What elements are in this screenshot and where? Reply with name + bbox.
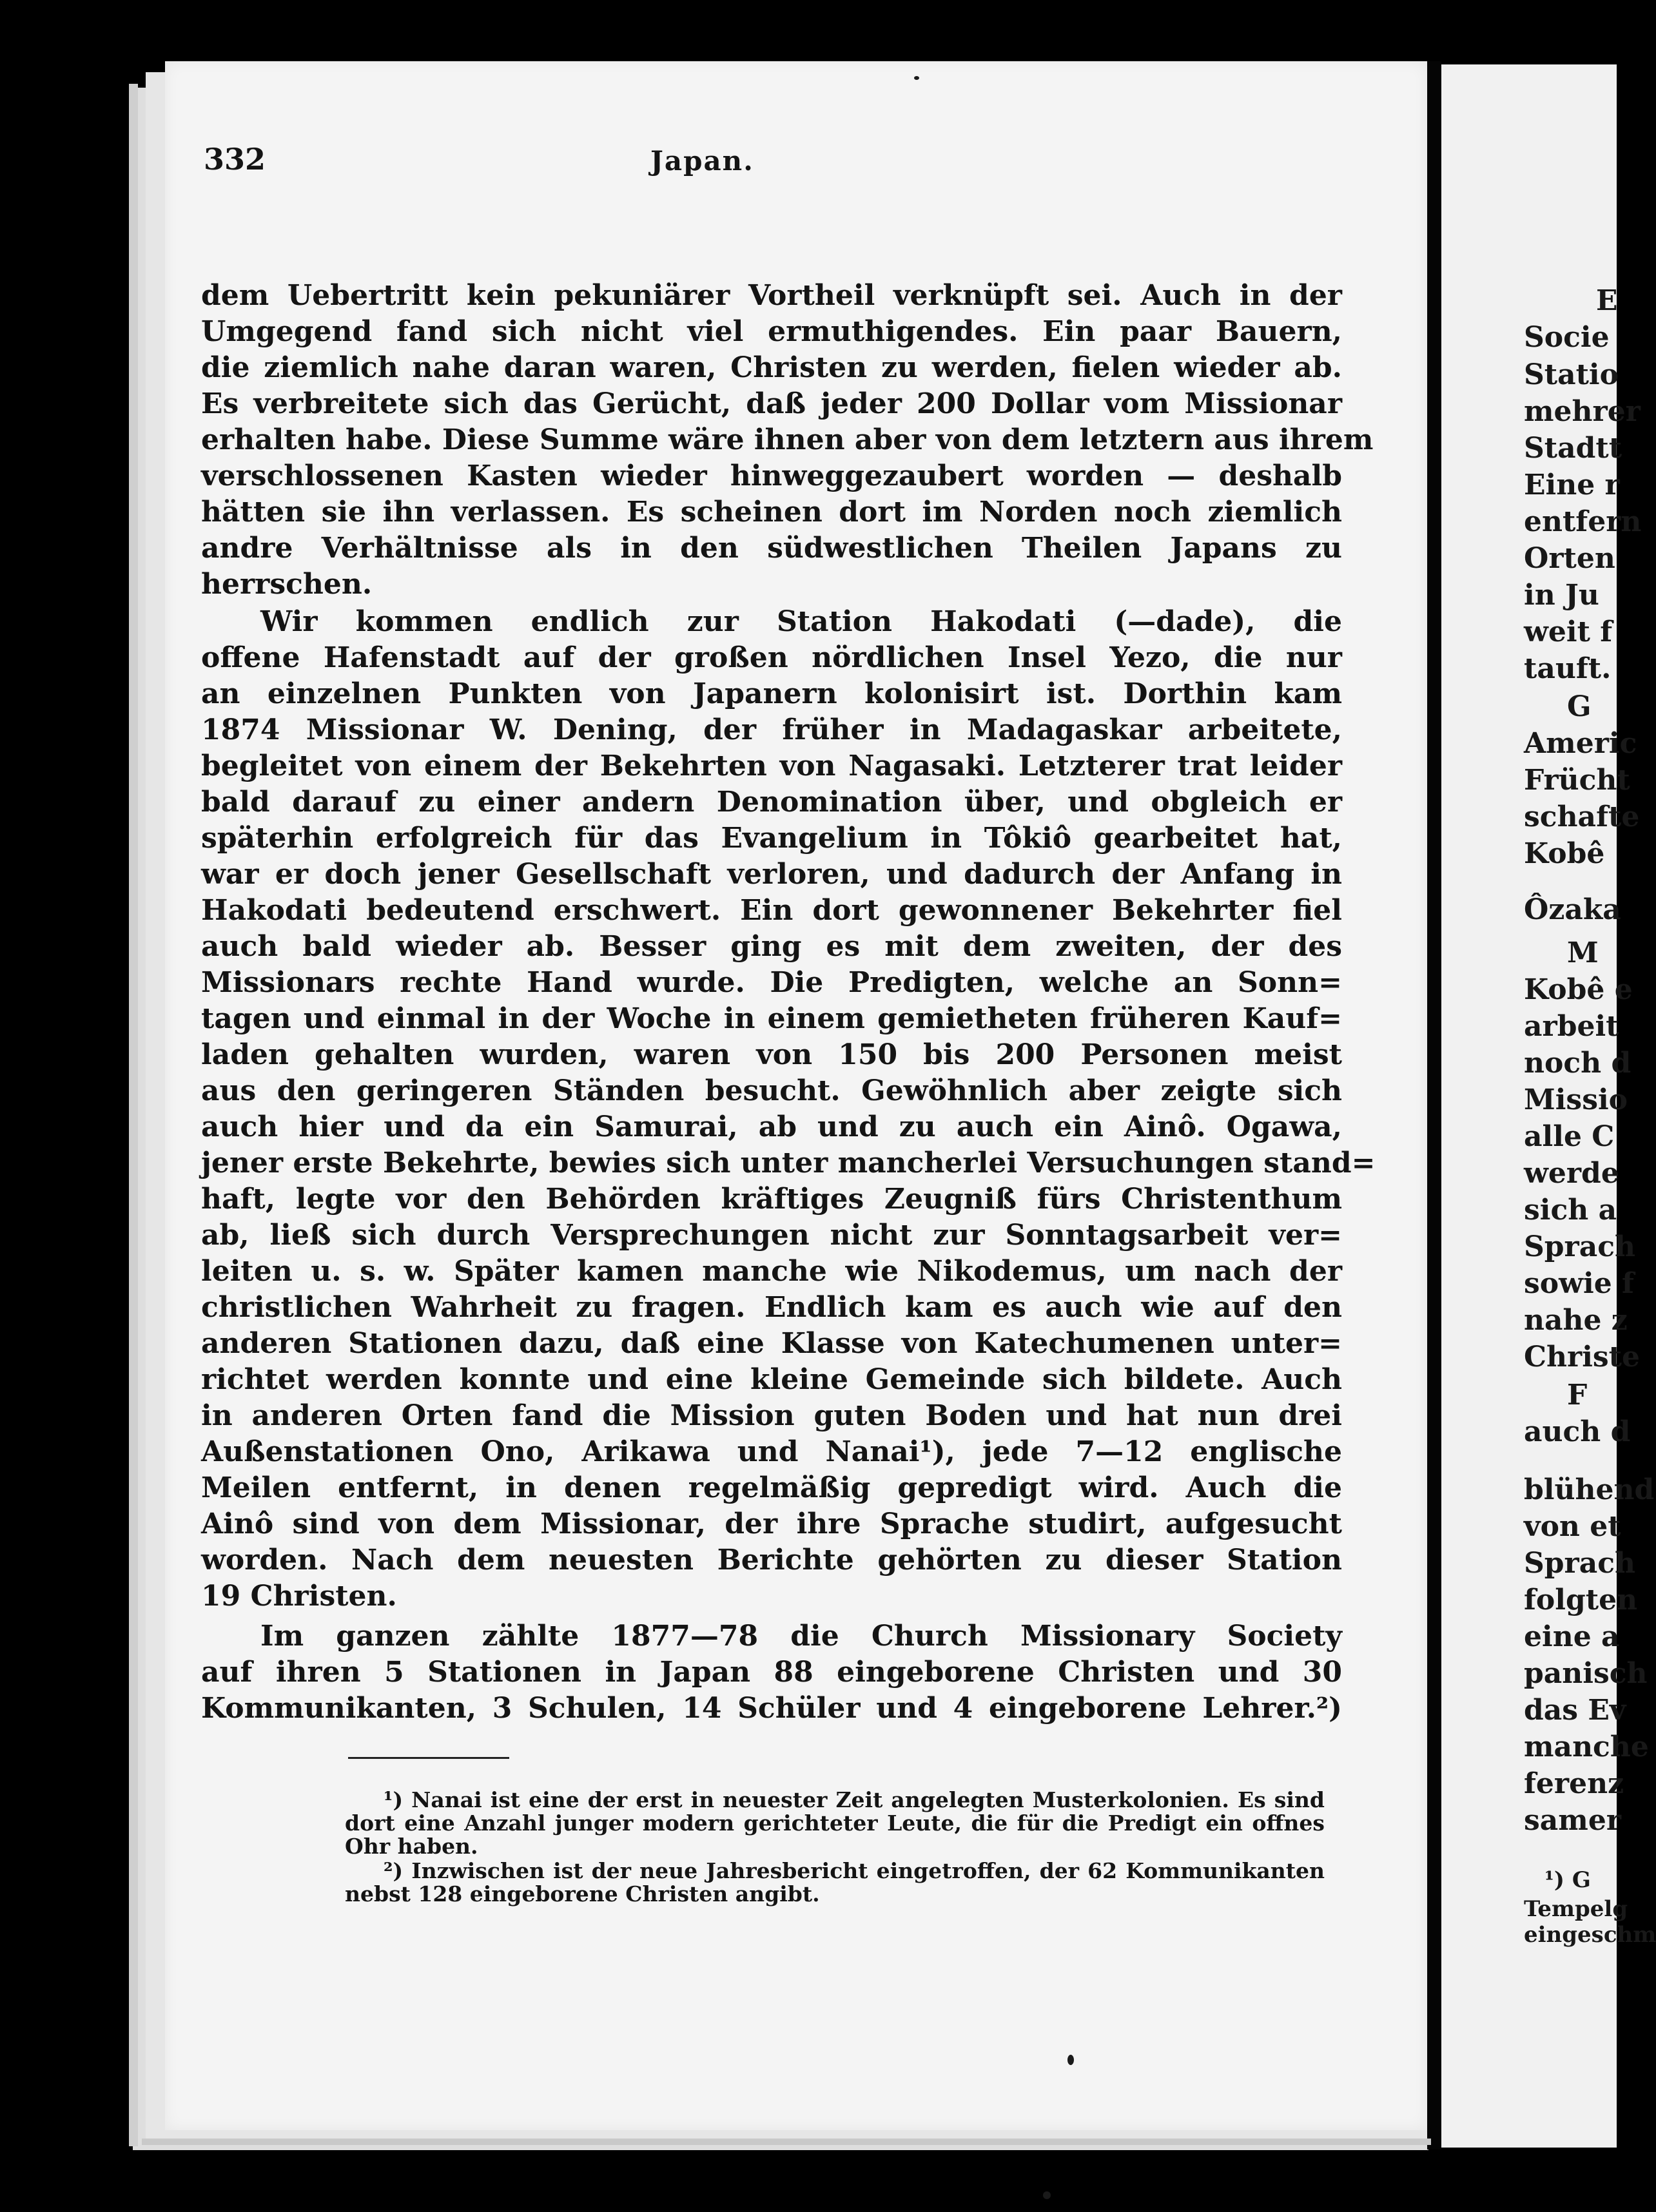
text-line: war er doch jener Gesellschaft verloren, und dadurch der Anfang in (201, 858, 1342, 891)
scan-speck (1043, 2191, 1051, 2199)
scan-speck (1067, 2055, 1074, 2065)
text-line: ab, ließ sich durch Versprechungen nicht zur Sonntagsarbeit ver= (201, 1219, 1342, 1252)
facing-line: Christe (1524, 1341, 1640, 1373)
text-line: aus den geringeren Ständen besucht. Gewöhnlich aber zeigte sich (201, 1074, 1342, 1107)
text-line: auch bald wieder ab. Besser ging es mit dem zweiten, der des (201, 930, 1342, 963)
text-line: verschlossenen Kasten wieder hinweggezaubert worden — deshalb (201, 460, 1342, 492)
text-line: jener erste Bekehrte, bewies sich unter mancherlei Versuchungen stand= (201, 1147, 1376, 1179)
facing-line: Eine r (1524, 469, 1620, 501)
footnote-line: dort eine Anzahl junger modern gerichteter Leute, die für die Predigt ein offnes (345, 1810, 1325, 1836)
facing-line: entfern (1524, 505, 1642, 538)
facing-line: sowie f (1524, 1267, 1634, 1300)
text-line: 1874 Missionar W. Dening, der früher in Madagaskar arbeitete, (201, 713, 1342, 746)
facing-line: Kobê (1524, 837, 1605, 870)
scan-speck (914, 76, 919, 80)
facing-line: tauft. (1524, 652, 1612, 685)
text-line: an einzelnen Punkten von Japanern kolonisirt ist. Dorthin kam (201, 677, 1342, 710)
text-line: offene Hafenstadt auf der großen nördlichen Insel Yezo, die nur (201, 641, 1342, 674)
text-line: Umgegend fand sich nicht viel ermuthigendes. Ein paar Bauern, (201, 315, 1342, 348)
facing-line: Tempelg (1524, 1896, 1628, 1922)
facing-line: Sprach (1524, 1230, 1636, 1263)
facing-line: E (1596, 284, 1618, 317)
text-line: auf ihren 5 Stationen in Japan 88 eingeborene Christen und 30 (201, 1656, 1342, 1689)
text-line: bald darauf zu einer andern Denomination über, und obgleich er (201, 786, 1342, 819)
page-bottom-edge (142, 2139, 1431, 2145)
facing-line: M (1567, 936, 1599, 969)
facing-line: noch d (1524, 1047, 1632, 1080)
text-line: Missionars rechte Hand wurde. Die Predigten, welche an Sonn= (201, 966, 1342, 999)
text-line: 19 Christen. (201, 1580, 397, 1613)
text-line: hätten sie ihn verlassen. Es scheinen dort im Norden noch ziemlich (201, 496, 1342, 529)
facing-line: sich a (1524, 1194, 1617, 1227)
text-line: worden. Nach dem neuesten Berichte gehörten zu dieser Station (201, 1544, 1342, 1577)
text-line: leiten u. s. w. Später kamen manche wie Nikodemus, um nach der (201, 1255, 1342, 1288)
facing-line: von et (1524, 1510, 1621, 1543)
facing-line: auch d (1524, 1415, 1631, 1448)
facing-line: Socie (1524, 321, 1610, 354)
facing-line: das Ev (1524, 1694, 1626, 1727)
facing-line: Statio (1524, 358, 1619, 391)
text-line: laden gehalten wurden, waren von 150 bis 200 Personen meist (201, 1038, 1342, 1071)
text-line: richtet werden konnte und eine kleine Gemeinde sich bildete. Auch (201, 1363, 1342, 1396)
footnote-line: Ohr haben. (345, 1834, 478, 1859)
facing-line: panisch (1524, 1657, 1648, 1690)
facing-line: nahe z (1524, 1304, 1628, 1337)
page-number: 332 (204, 142, 266, 177)
facing-line: Stadtt (1524, 432, 1622, 465)
text-line: Es verbreitete sich das Gerücht, daß jeder 200 Dollar vom Missionar (201, 387, 1342, 420)
facing-line: Americ (1524, 727, 1637, 760)
text-line: auch hier und da ein Samurai, ab und zu auch ein Ainô. Ogawa, (201, 1111, 1342, 1143)
facing-line: G (1567, 690, 1592, 723)
text-line: Hakodati bedeutend erschwert. Ein dort gewonnener Bekehrter fiel (201, 894, 1342, 927)
facing-line: manche (1524, 1731, 1649, 1763)
facing-line: ¹) G (1544, 1867, 1591, 1893)
text-line: anderen Stationen dazu, daß eine Klasse von Katechumenen unter= (201, 1327, 1342, 1360)
text-line: Wir kommen endlich zur Station Hakodati (—dade), die (260, 605, 1342, 638)
footnote-line: ¹) Nanai ist eine der erst in neuester Zeit angelegten Musterkolonien. Es sind (384, 1787, 1325, 1812)
text-line: erhalten habe. Diese Summe wäre ihnen aber von dem letztern aus ihrem (201, 423, 1374, 456)
text-line: späterhin erfolgreich für das Evangelium in Tôkiô gearbeitet hat, (201, 822, 1342, 855)
text-line: christlichen Wahrheit zu fragen. Endlich kam es auch wie auf den (201, 1291, 1342, 1324)
text-line: andre Verhältnisse als in den südwestlichen Theilen Japans zu (201, 532, 1342, 565)
text-line: in anderen Orten fand die Mission guten Boden und hat nun drei (201, 1399, 1342, 1432)
facing-line: Missio (1524, 1083, 1628, 1116)
text-line: Ainô sind von dem Missionar, der ihre Sprache studirt, aufgesucht (201, 1508, 1342, 1540)
facing-line: arbeit (1524, 1010, 1619, 1043)
facing-line: Orten (1524, 542, 1615, 575)
book-gutter (1427, 61, 1441, 2149)
facing-line: samer (1524, 1804, 1622, 1837)
facing-line: eingeschm (1524, 1922, 1656, 1948)
running-head: Japan. (650, 145, 754, 177)
text-line: Meilen entfernt, in denen regelmäßig gepredigt wird. Auch die (201, 1471, 1342, 1504)
facing-line: mehrer (1524, 395, 1641, 428)
facing-line: schafte (1524, 800, 1640, 833)
footnote-line: nebst 128 eingeborene Christen angibt. (345, 1881, 820, 1906)
facing-line: in Ju (1524, 579, 1599, 612)
text-line: die ziemlich nahe daran waren, Christen zu werden, fielen wieder ab. (201, 351, 1342, 384)
facing-line: Frücht (1524, 764, 1630, 797)
facing-line: weit f (1524, 616, 1613, 648)
footnote-rule (348, 1757, 509, 1759)
facing-line: folgten (1524, 1584, 1638, 1616)
text-line: Außenstationen Ono, Arikawa und Nanai¹), jede 7—12 englische (201, 1435, 1342, 1468)
facing-line: ferenz (1524, 1767, 1624, 1800)
text-line: Kommunikanten, 3 Schulen, 14 Schüler und 4 eingeborene Lehrer.²) (201, 1692, 1342, 1725)
facing-line: blühend (1524, 1473, 1655, 1506)
facing-line: Kobê e (1524, 973, 1633, 1006)
facing-line: Ôzaka (1524, 893, 1621, 926)
text-line: haft, legte vor den Behörden kräftiges Zeugniß fürs Christenthum (201, 1183, 1342, 1216)
facing-line: F (1567, 1379, 1588, 1412)
facing-line: werde (1524, 1157, 1619, 1190)
footnote-line: ²) Inzwischen ist der neue Jahresbericht eingetroffen, der 62 Kommunikanten (384, 1858, 1325, 1883)
text-line: begleitet von einem der Bekehrten von Nagasaki. Letzterer trat leider (201, 750, 1342, 782)
facing-line: eine a (1524, 1620, 1620, 1653)
facing-line: alle C (1524, 1120, 1615, 1153)
facing-line: Sprach (1524, 1547, 1636, 1580)
facing-page (1441, 64, 1656, 2148)
text-line: Im ganzen zählte 1877—78 die Church Missionary Society (260, 1620, 1342, 1653)
text-line: tagen und einmal in der Woche in einem gemietheten früheren Kauf= (201, 1002, 1342, 1035)
page-stack-edge (129, 84, 138, 2146)
text-line: dem Uebertritt kein pekuniärer Vortheil verknüpft sei. Auch in der (201, 279, 1342, 312)
text-line: herrschen. (201, 568, 373, 601)
